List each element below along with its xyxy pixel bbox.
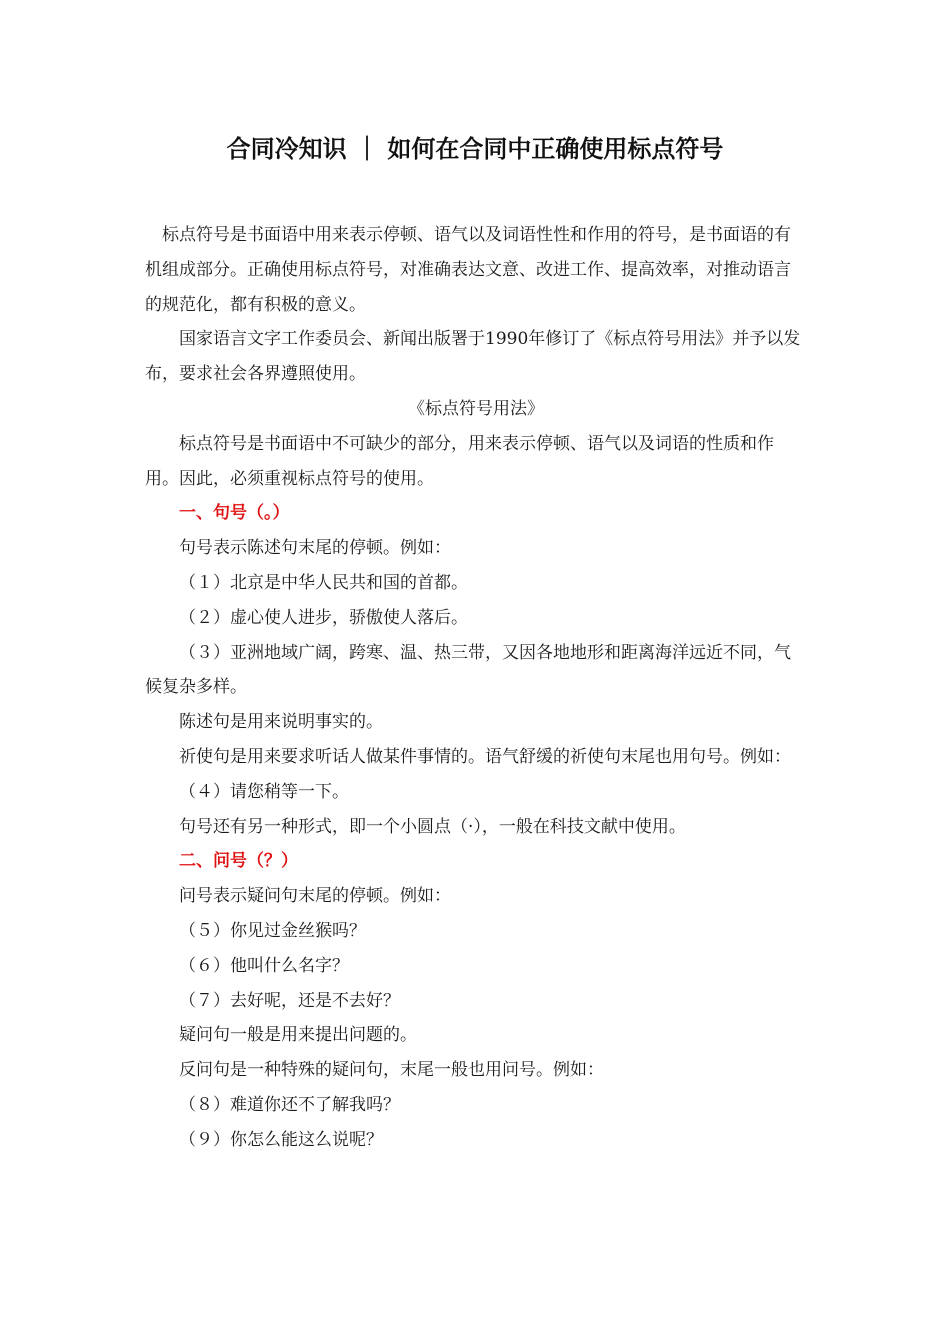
- paragraph-intro-3: 标点符号是书面语中不可缺少的部分，用来表示停顿、语气以及词语的性质和作用。因此，必须重视标点符号的使用。: [145, 433, 774, 489]
- paragraph-rhetorical: 反问句是一种特殊的疑问句，末尾一般也用问号。例如：: [179, 1060, 604, 1081]
- paragraph-period-alt: 句号还有另一种形式，即一个小圆点（·），一般在科技文献中使用。: [179, 816, 686, 837]
- paragraph-intro-1: 标点符号是书面语中用来表示停顿、语气以及词语性性和作用的符号，是书面语的有机组成部分。正确使用标点符号，对准确表达文意、改进工作、提高效率，对推动语言的规范化，都有积极的意义。: [145, 225, 791, 315]
- paragraph-period-desc: 句号表示陈述句末尾的停顿。例如：: [179, 538, 451, 559]
- example-4: （４）请您稍等一下。: [179, 781, 349, 802]
- example-9: （９）你怎么能这么说呢？: [179, 1129, 383, 1150]
- paragraph-question-desc: 问号表示疑问句末尾的停顿。例如：: [179, 886, 451, 907]
- paragraph-declarative: 陈述句是用来说明事实的。: [179, 712, 383, 733]
- section-heading-question: 二、问号（？）: [179, 851, 298, 872]
- paragraph-intro-2: 国家语言文字工作委员会、新闻出版署于1990年修订了《标点符号用法》并予以发布，要求社会各界遵照使用。: [145, 329, 801, 385]
- standard-title: 《标点符号用法》: [408, 398, 544, 419]
- paragraph-imperative: 祈使句是用来要求听话人做某件事情的。语气舒缓的祈使句末尾也用句号。例如：: [179, 746, 791, 767]
- example-7: （７）去好呢，还是不去好？: [179, 990, 400, 1011]
- example-2: （２）虚心使人进步，骄傲使人落后。: [179, 607, 468, 628]
- document-body: [145, 218, 807, 1158]
- document-title: 合同冷知识 ｜ 如何在合同中正确使用标点符号: [226, 135, 724, 163]
- example-3: （３）亚洲地域广阔，跨寒、温、热三带，又因各地地形和距离海洋远近不同，气候复杂多样。: [145, 642, 791, 698]
- paragraph-interrogative: 疑问句一般是用来提出问题的。: [179, 1025, 417, 1046]
- example-6: （６）他叫什么名字？: [179, 955, 349, 976]
- example-1: （１）北京是中华人民共和国的首都。: [179, 572, 468, 593]
- section-heading-period: 一、句号（。）: [179, 503, 290, 524]
- example-5: （５）你见过金丝猴吗？: [179, 920, 366, 941]
- example-8: （８）难道你还不了解我吗？: [179, 1094, 400, 1115]
